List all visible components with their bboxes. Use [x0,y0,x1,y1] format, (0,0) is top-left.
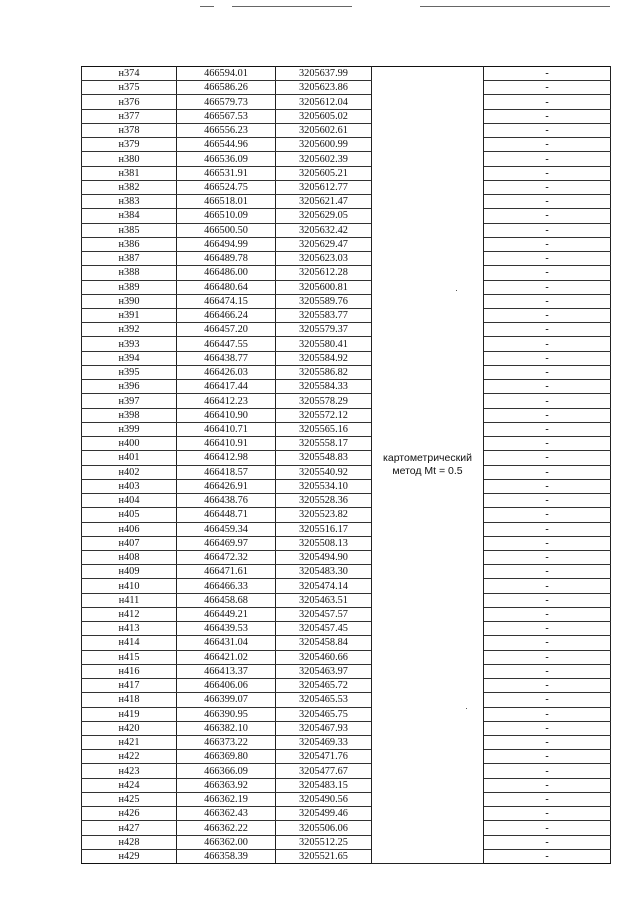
table-row [82,81,611,95]
accuracy-cell: - [484,465,611,479]
method-accuracy: метод Mt = 0.5 [392,465,463,478]
scan-speck [466,708,467,709]
table-row [82,479,611,493]
table-row [82,323,611,337]
table-row [82,536,611,550]
point-id-cell: н376 [82,95,177,109]
point-id-cell: н396 [82,380,177,394]
x-coordinate-cell: 466362.19 [177,792,276,806]
table-row [82,693,611,707]
y-coordinate-cell: 3205558.17 [276,437,372,451]
scan-mark [420,6,610,7]
scan-mark [200,6,214,7]
x-coordinate-cell: 466489.78 [177,252,276,266]
x-coordinate-cell: 466531.91 [177,166,276,180]
point-id-cell: н392 [82,323,177,337]
accuracy-cell: - [484,308,611,322]
y-coordinate-cell: 3205629.05 [276,209,372,223]
point-id-cell: н398 [82,408,177,422]
table-row [82,679,611,693]
point-id-cell: н390 [82,294,177,308]
point-id-cell: н374 [82,67,177,81]
accuracy-cell: - [484,849,611,863]
accuracy-cell: - [484,721,611,735]
accuracy-cell: - [484,380,611,394]
y-coordinate-cell: 3205605.21 [276,166,372,180]
point-id-cell: н418 [82,693,177,707]
table-row [82,152,611,166]
table-row [82,180,611,194]
x-coordinate-cell: 466466.24 [177,308,276,322]
y-coordinate-cell: 3205637.99 [276,67,372,81]
table-row [82,636,611,650]
x-coordinate-cell: 466556.23 [177,123,276,137]
y-coordinate-cell: 3205584.33 [276,380,372,394]
y-coordinate-cell: 3205632.42 [276,223,372,237]
x-coordinate-cell: 466413.37 [177,664,276,678]
accuracy-cell: - [484,166,611,180]
x-coordinate-cell: 466459.34 [177,522,276,536]
point-id-cell: н379 [82,138,177,152]
point-id-cell: н408 [82,550,177,564]
y-coordinate-cell: 3205457.45 [276,622,372,636]
accuracy-cell: - [484,707,611,721]
table-row [82,764,611,778]
accuracy-cell: - [484,636,611,650]
point-id-cell: н384 [82,209,177,223]
table-row [82,451,611,465]
table-row [82,494,611,508]
y-coordinate-cell: 3205623.86 [276,81,372,95]
table-row [82,707,611,721]
accuracy-cell: - [484,81,611,95]
method-cell [372,67,484,864]
accuracy-cell: - [484,479,611,493]
accuracy-cell: - [484,550,611,564]
x-coordinate-cell: 466399.07 [177,693,276,707]
accuracy-cell: - [484,223,611,237]
y-coordinate-cell: 3205565.16 [276,422,372,436]
y-coordinate-cell: 3205469.33 [276,736,372,750]
accuracy-cell: - [484,280,611,294]
point-id-cell: н380 [82,152,177,166]
accuracy-cell: - [484,152,611,166]
point-id-cell: н420 [82,721,177,735]
point-id-cell: н389 [82,280,177,294]
table-row [82,223,611,237]
table-row [82,365,611,379]
accuracy-cell: - [484,622,611,636]
y-coordinate-cell: 3205465.75 [276,707,372,721]
x-coordinate-cell: 466410.71 [177,422,276,436]
table-row [82,593,611,607]
accuracy-cell: - [484,536,611,550]
point-id-cell: н393 [82,337,177,351]
x-coordinate-cell: 466431.04 [177,636,276,650]
table-row [82,835,611,849]
table-row [82,294,611,308]
y-coordinate-cell: 3205483.30 [276,565,372,579]
y-coordinate-cell: 3205605.02 [276,109,372,123]
table-row [82,508,611,522]
x-coordinate-cell: 466358.39 [177,849,276,863]
accuracy-cell: - [484,109,611,123]
point-id-cell: н382 [82,180,177,194]
y-coordinate-cell: 3205471.76 [276,750,372,764]
coordinates-table [81,66,611,864]
accuracy-cell: - [484,593,611,607]
x-coordinate-cell: 466410.91 [177,437,276,451]
accuracy-cell: - [484,835,611,849]
y-coordinate-cell: 3205612.28 [276,266,372,280]
table-row [82,380,611,394]
x-coordinate-cell: 466524.75 [177,180,276,194]
table-row [82,650,611,664]
x-coordinate-cell: 466567.53 [177,109,276,123]
point-id-cell: н378 [82,123,177,137]
point-id-cell: н402 [82,465,177,479]
accuracy-cell: - [484,266,611,280]
x-coordinate-cell: 466472.32 [177,550,276,564]
table-row [82,565,611,579]
y-coordinate-cell: 3205600.99 [276,138,372,152]
y-coordinate-cell: 3205540.92 [276,465,372,479]
accuracy-cell: - [484,807,611,821]
point-id-cell: н413 [82,622,177,636]
point-id-cell: н403 [82,479,177,493]
point-id-cell: н405 [82,508,177,522]
scan-speck [456,290,457,291]
y-coordinate-cell: 3205463.51 [276,593,372,607]
x-coordinate-cell: 466594.01 [177,67,276,81]
x-coordinate-cell: 466449.21 [177,607,276,621]
y-coordinate-cell: 3205629.47 [276,237,372,251]
point-id-cell: н375 [82,81,177,95]
y-coordinate-cell: 3205508.13 [276,536,372,550]
y-coordinate-cell: 3205521.65 [276,849,372,863]
point-id-cell: н401 [82,451,177,465]
accuracy-cell: - [484,693,611,707]
x-coordinate-cell: 466586.26 [177,81,276,95]
x-coordinate-cell: 466510.09 [177,209,276,223]
point-id-cell: н427 [82,821,177,835]
table-row [82,166,611,180]
y-coordinate-cell: 3205490.56 [276,792,372,806]
accuracy-cell: - [484,664,611,678]
table-row [82,792,611,806]
table-row [82,664,611,678]
x-coordinate-cell: 466426.91 [177,479,276,493]
table-row [82,807,611,821]
accuracy-cell: - [484,437,611,451]
y-coordinate-cell: 3205483.15 [276,778,372,792]
x-coordinate-cell: 466406.06 [177,679,276,693]
point-id-cell: н395 [82,365,177,379]
x-coordinate-cell: 466373.22 [177,736,276,750]
table-row [82,437,611,451]
table-row [82,95,611,109]
accuracy-cell: - [484,422,611,436]
y-coordinate-cell: 3205499.46 [276,807,372,821]
accuracy-cell: - [484,252,611,266]
accuracy-cell: - [484,494,611,508]
accuracy-cell: - [484,323,611,337]
point-id-cell: н411 [82,593,177,607]
x-coordinate-cell: 466500.50 [177,223,276,237]
accuracy-cell: - [484,195,611,209]
table-row [82,195,611,209]
table-row [82,109,611,123]
x-coordinate-cell: 466366.09 [177,764,276,778]
x-coordinate-cell: 466494.99 [177,237,276,251]
x-coordinate-cell: 466486.00 [177,266,276,280]
table-row [82,849,611,863]
x-coordinate-cell: 466362.00 [177,835,276,849]
method-name: картометрический [383,452,472,465]
x-coordinate-cell: 466458.68 [177,593,276,607]
table-row [82,607,611,621]
x-coordinate-cell: 466438.76 [177,494,276,508]
accuracy-cell: - [484,565,611,579]
table-row [82,209,611,223]
y-coordinate-cell: 3205465.53 [276,693,372,707]
point-id-cell: н410 [82,579,177,593]
y-coordinate-cell: 3205572.12 [276,408,372,422]
scan-mark [232,6,352,7]
x-coordinate-cell: 466412.98 [177,451,276,465]
point-id-cell: н391 [82,308,177,322]
x-coordinate-cell: 466363.92 [177,778,276,792]
table-row [82,821,611,835]
y-coordinate-cell: 3205457.57 [276,607,372,621]
point-id-cell: н381 [82,166,177,180]
point-id-cell: н394 [82,351,177,365]
x-coordinate-cell: 466471.61 [177,565,276,579]
table-row [82,67,611,81]
x-coordinate-cell: 466418.57 [177,465,276,479]
point-id-cell: н406 [82,522,177,536]
y-coordinate-cell: 3205523.82 [276,508,372,522]
accuracy-cell: - [484,508,611,522]
table-row [82,622,611,636]
accuracy-cell: - [484,792,611,806]
accuracy-cell: - [484,67,611,81]
y-coordinate-cell: 3205589.76 [276,294,372,308]
x-coordinate-cell: 466438.77 [177,351,276,365]
point-id-cell: н400 [82,437,177,451]
y-coordinate-cell: 3205528.36 [276,494,372,508]
accuracy-cell: - [484,650,611,664]
y-coordinate-cell: 3205465.72 [276,679,372,693]
accuracy-cell: - [484,451,611,465]
y-coordinate-cell: 3205463.97 [276,664,372,678]
point-id-cell: н377 [82,109,177,123]
x-coordinate-cell: 466362.43 [177,807,276,821]
point-id-cell: н397 [82,394,177,408]
point-id-cell: н385 [82,223,177,237]
table-row [82,394,611,408]
accuracy-cell: - [484,337,611,351]
table-row [82,721,611,735]
accuracy-cell: - [484,679,611,693]
y-coordinate-cell: 3205506.06 [276,821,372,835]
x-coordinate-cell: 466426.03 [177,365,276,379]
x-coordinate-cell: 466417.44 [177,380,276,394]
table-row [82,280,611,294]
y-coordinate-cell: 3205621.47 [276,195,372,209]
x-coordinate-cell: 466382.10 [177,721,276,735]
point-id-cell: н419 [82,707,177,721]
point-id-cell: н425 [82,792,177,806]
table-row [82,522,611,536]
table-row [82,778,611,792]
x-coordinate-cell: 466410.90 [177,408,276,422]
point-id-cell: н421 [82,736,177,750]
x-coordinate-cell: 466412.23 [177,394,276,408]
y-coordinate-cell: 3205584.92 [276,351,372,365]
x-coordinate-cell: 466579.73 [177,95,276,109]
x-coordinate-cell: 466390.95 [177,707,276,721]
y-coordinate-cell: 3205474.14 [276,579,372,593]
y-coordinate-cell: 3205623.03 [276,252,372,266]
y-coordinate-cell: 3205602.39 [276,152,372,166]
x-coordinate-cell: 466480.64 [177,280,276,294]
table-row [82,237,611,251]
x-coordinate-cell: 466439.53 [177,622,276,636]
x-coordinate-cell: 466536.09 [177,152,276,166]
accuracy-cell: - [484,351,611,365]
x-coordinate-cell: 466448.71 [177,508,276,522]
table-row [82,266,611,280]
point-id-cell: н415 [82,650,177,664]
point-id-cell: н404 [82,494,177,508]
coordinates-table-body [82,67,611,864]
x-coordinate-cell: 466474.15 [177,294,276,308]
point-id-cell: н409 [82,565,177,579]
accuracy-cell: - [484,138,611,152]
accuracy-cell: - [484,821,611,835]
point-id-cell: н407 [82,536,177,550]
accuracy-cell: - [484,408,611,422]
y-coordinate-cell: 3205583.77 [276,308,372,322]
y-coordinate-cell: 3205467.93 [276,721,372,735]
y-coordinate-cell: 3205534.10 [276,479,372,493]
table-row [82,252,611,266]
point-id-cell: н424 [82,778,177,792]
point-id-cell: н429 [82,849,177,863]
point-id-cell: н414 [82,636,177,650]
accuracy-cell: - [484,294,611,308]
x-coordinate-cell: 466421.02 [177,650,276,664]
table-row [82,138,611,152]
y-coordinate-cell: 3205494.90 [276,550,372,564]
table-row [82,750,611,764]
table-row [82,337,611,351]
y-coordinate-cell: 3205602.61 [276,123,372,137]
y-coordinate-cell: 3205578.29 [276,394,372,408]
accuracy-cell: - [484,123,611,137]
accuracy-cell: - [484,237,611,251]
point-id-cell: н422 [82,750,177,764]
point-id-cell: н387 [82,252,177,266]
accuracy-cell: - [484,394,611,408]
scan-edge-artifacts [0,0,640,12]
accuracy-cell: - [484,209,611,223]
x-coordinate-cell: 466369.80 [177,750,276,764]
point-id-cell: н416 [82,664,177,678]
table-row [82,550,611,564]
accuracy-cell: - [484,736,611,750]
table-row [82,408,611,422]
point-id-cell: н423 [82,764,177,778]
point-id-cell: н428 [82,835,177,849]
point-id-cell: н383 [82,195,177,209]
table-row [82,579,611,593]
accuracy-cell: - [484,750,611,764]
y-coordinate-cell: 3205516.17 [276,522,372,536]
x-coordinate-cell: 466362.22 [177,821,276,835]
y-coordinate-cell: 3205612.04 [276,95,372,109]
y-coordinate-cell: 3205612.77 [276,180,372,194]
point-id-cell: н386 [82,237,177,251]
point-id-cell: н412 [82,607,177,621]
accuracy-cell: - [484,522,611,536]
table-row [82,123,611,137]
accuracy-cell: - [484,95,611,109]
table-row [82,736,611,750]
y-coordinate-cell: 3205548.83 [276,451,372,465]
accuracy-cell: - [484,180,611,194]
point-id-cell: н417 [82,679,177,693]
table-row [82,465,611,479]
accuracy-cell: - [484,365,611,379]
y-coordinate-cell: 3205580.41 [276,337,372,351]
x-coordinate-cell: 466447.55 [177,337,276,351]
table-row [82,422,611,436]
table-row [82,308,611,322]
y-coordinate-cell: 3205579.37 [276,323,372,337]
x-coordinate-cell: 466469.97 [177,536,276,550]
x-coordinate-cell: 466518.01 [177,195,276,209]
accuracy-cell: - [484,607,611,621]
table-row [82,351,611,365]
accuracy-cell: - [484,579,611,593]
point-id-cell: н426 [82,807,177,821]
y-coordinate-cell: 3205586.82 [276,365,372,379]
point-id-cell: н388 [82,266,177,280]
accuracy-cell: - [484,764,611,778]
x-coordinate-cell: 466544.96 [177,138,276,152]
point-id-cell: н399 [82,422,177,436]
x-coordinate-cell: 466466.33 [177,579,276,593]
y-coordinate-cell: 3205477.67 [276,764,372,778]
y-coordinate-cell: 3205458.84 [276,636,372,650]
y-coordinate-cell: 3205600.81 [276,280,372,294]
x-coordinate-cell: 466457.20 [177,323,276,337]
y-coordinate-cell: 3205512.25 [276,835,372,849]
y-coordinate-cell: 3205460.66 [276,650,372,664]
accuracy-cell: - [484,778,611,792]
